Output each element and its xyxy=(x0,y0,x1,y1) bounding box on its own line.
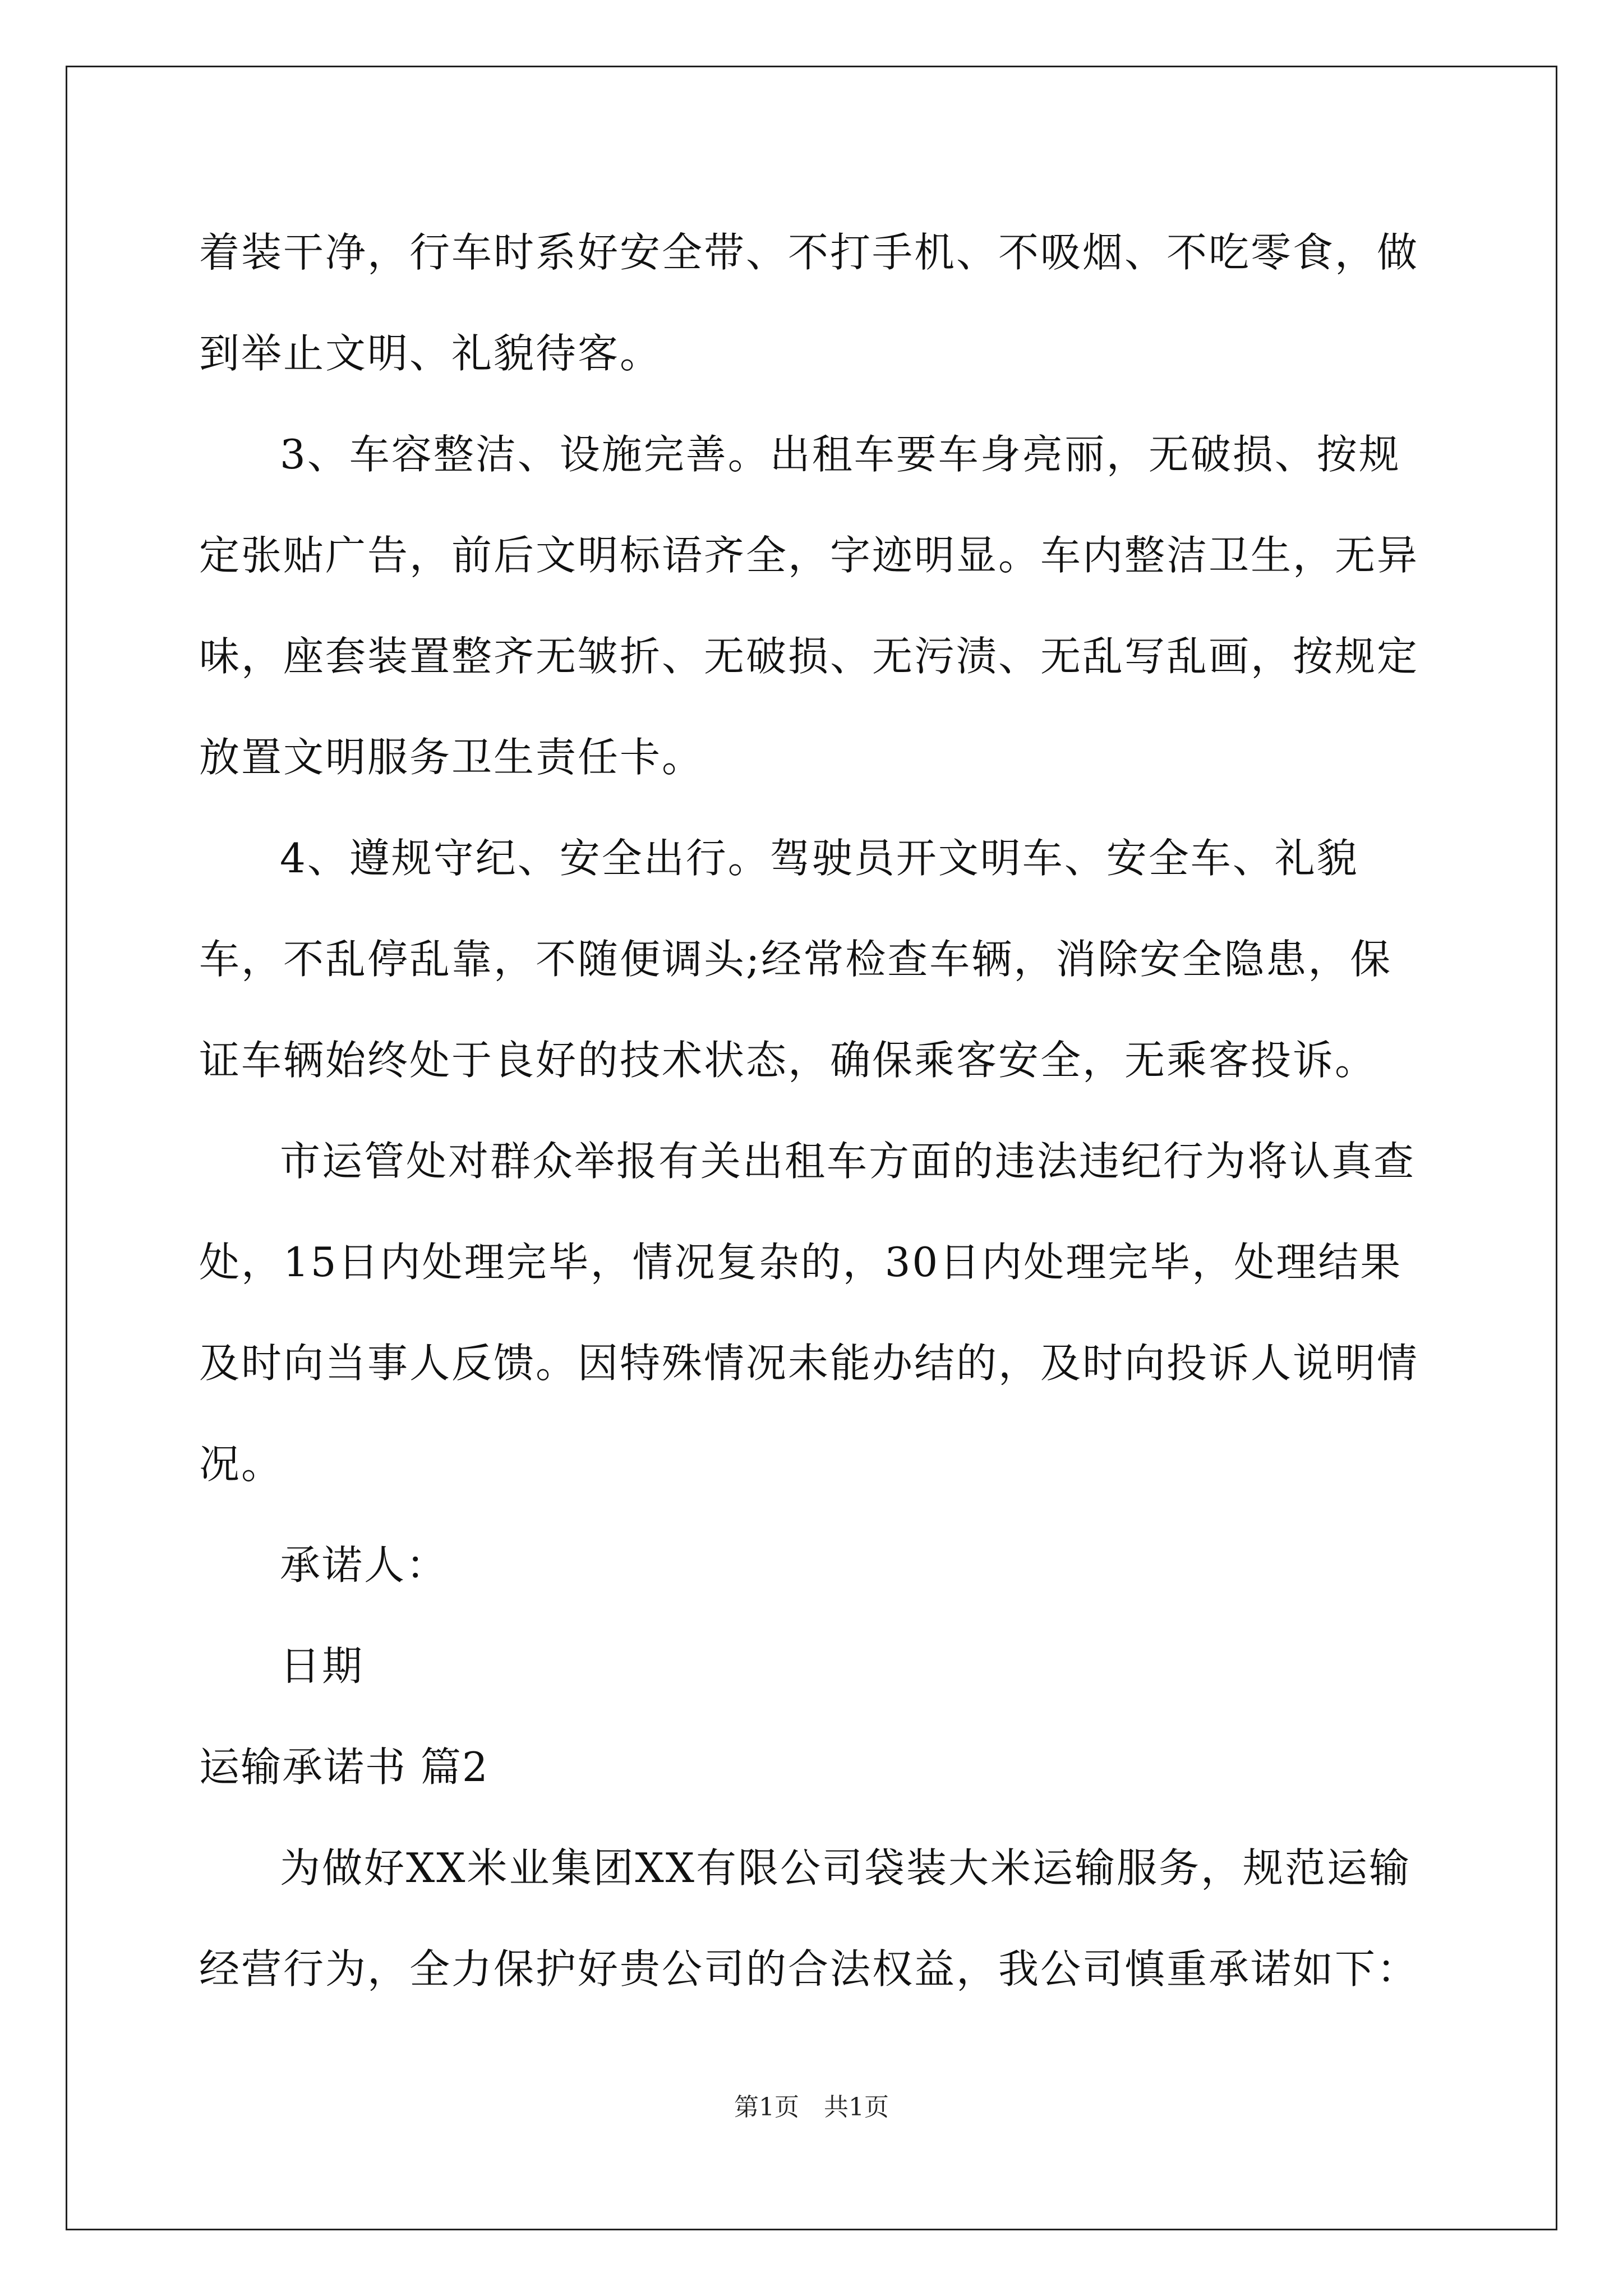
section-heading: 运输承诺书 篇2 xyxy=(199,1743,489,1791)
page-number-footer: 第1页 共1页 xyxy=(734,2093,889,2122)
date-label: 日期 xyxy=(280,1642,365,1690)
document-body xyxy=(199,202,1433,2019)
paragraph-7: 为做好XX米业集团XX有限公司袋装大米运输服务，规范运输经营行为，全力保护好贵公司的合法权益，我公司慎重承诺如下： xyxy=(199,1844,1419,1993)
paragraph-1: 着装干净，行车时系好安全带、不打手机、不吸烟、不吃零食，做到举止文明、礼貌待客。 xyxy=(199,229,1419,377)
paragraph-4: 市运管处对群众举报有关出租车方面的违法违纪行为将认真查处，15日内处理完毕，情况复杂的，30日内处理完毕，处理结果及时向当事人反馈。因特殊情况未能办结的，及时向投诉人说明情况。 xyxy=(199,1138,1419,1488)
promisor-label: 承诺人： xyxy=(280,1542,449,1589)
paragraph-3: 4、遵规守纪、安全出行。驾驶员开文明车、安全车、礼貌车，不乱停乱靠，不随便调头;经常检查车辆，消除安全隐患，保证车辆始终处于良好的技术状态，确保乘客安全，无乘客投诉。 xyxy=(199,835,1393,1084)
paragraph-2: 3、车容整洁、设施完善。出租车要车身亮丽，无破损、按规定张贴广告，前后文明标语齐全，字迹明显。车内整洁卫生，无异味，座套装置整齐无皱折、无破损、无污渍、无乱写乱画，按规定放置文明服务卫生责任卡。 xyxy=(199,431,1419,781)
